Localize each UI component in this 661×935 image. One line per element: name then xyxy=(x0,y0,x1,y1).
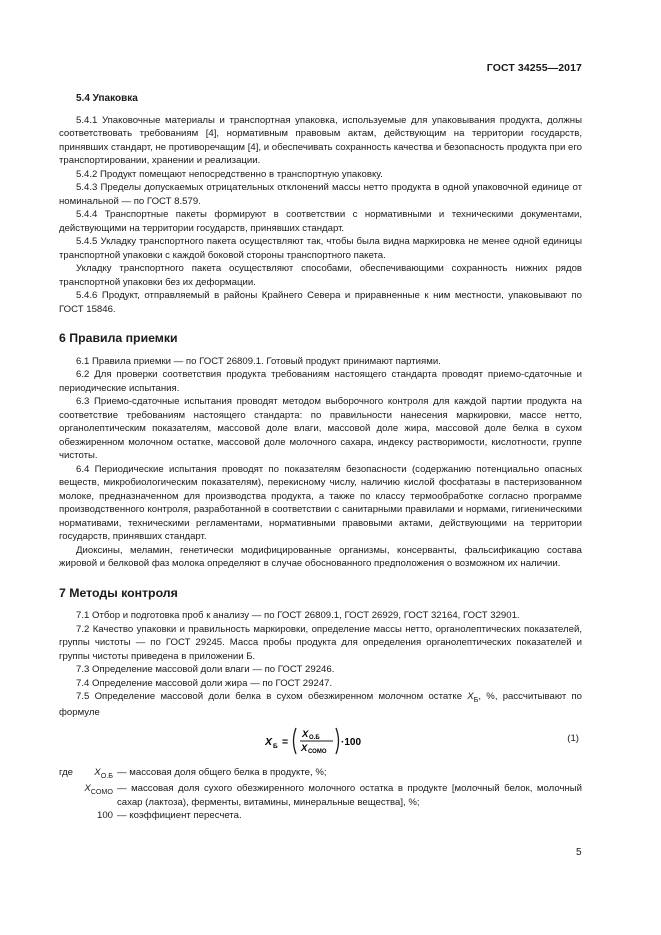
paragraph xyxy=(59,690,582,720)
paragraph: 6.1 Правила приемки — по ГОСТ 26809.1. Готовый продукт принимают партиями. xyxy=(76,355,441,367)
definition-text: — массовая доля сухого обезжиренного молочного остатка в продукте [молочный белок, молочный сахар (лактоза), ферменты, витамины, минеральные вещества], %; xyxy=(117,783,582,808)
formula-definitions xyxy=(59,766,582,823)
formula-numerator-subscript: О.Б xyxy=(309,734,320,741)
symbol-subscript: СОМО xyxy=(90,787,113,797)
symbol-value: 100 xyxy=(96,810,113,822)
paragraph: 7.2 Качество упаковки и правильность маркировки, определение массы нетто, органолептических показателей, группы чистоты — по ГОСТ 29245. Масса пробы продукта для определения органолептических показателей и группы чистоты приведена в приложении Б. xyxy=(59,623,582,662)
paragraph: 6.2 Для проверки соответствия продукта требованиям настоящего стандарта проводят приемо-сдаточные и периодические испытания. xyxy=(59,369,582,394)
paragraph: 7.1 Отбор и подготовка проб к анализу — по ГОСТ 26809.1, ГОСТ 26929, ГОСТ 32164, ГОСТ 32901. xyxy=(76,610,520,621)
definition-row xyxy=(59,809,582,823)
variable-subscript: Б xyxy=(473,694,479,704)
page-content xyxy=(59,92,582,823)
formula-expression xyxy=(265,726,377,756)
formula-numerator: X xyxy=(302,728,309,740)
formula-denominator: X xyxy=(301,742,308,754)
paragraph-text: , %, рассчитывают по формуле xyxy=(59,691,582,719)
formula-denominator-subscript: СОМО xyxy=(308,748,327,755)
definition-symbol xyxy=(59,809,117,823)
paragraph: 6.3 Приемо-сдаточные испытания проводят методом выборочного контроля для каждой партии продукта на соответствие требованиям настоящего стандарта: по правильности нанесения маркировки, массе нетто, органолептическим показателям, массовой доле влаги, массовой доле жира, массовой доле белка в сухом обезжиренном молочном остатке, массовой доле молочного сахара, индексу растворимости, кислотности, группе чистоты. xyxy=(59,396,582,461)
formula-lhs: X xyxy=(265,735,273,748)
paragraph: 5.4.3 Пределы допускаемых отрицательных отклонений массы нетто продукта в одной упаковочной единице от номинальной — по ГОСТ 8.579. xyxy=(59,182,582,207)
definition-row xyxy=(59,782,582,809)
symbol-subscript: О.Б xyxy=(100,770,113,780)
symbol-letter: X xyxy=(94,766,101,778)
paragraph-text: 7.5 Определение массовой доли белка в сухом обезжиренном молочном остатке xyxy=(76,691,468,702)
paragraph: 5.4.6 Продукт, отправляемый в районы Крайнего Севера и приравненные к ним местности, упаковывают по ГОСТ 15846. xyxy=(59,290,582,315)
section-6-title: 6 Правила приемки xyxy=(59,331,178,345)
variable: X xyxy=(467,691,474,702)
formula-equals: = xyxy=(282,735,289,748)
paragraph: 5.4.5 Укладку транспортного пакета осуществляют так, чтобы была видна маркировка не менее одной единицы транспортной упаковки с каждой боковой стороны транспортного пакета. xyxy=(59,236,582,261)
where-label: где xyxy=(59,766,74,778)
definition-symbol xyxy=(59,782,117,809)
page-number: 5 xyxy=(576,847,582,858)
definition-text: — массовая доля общего белка в продукте, %; xyxy=(117,766,327,778)
definition-row xyxy=(59,766,582,782)
definition-symbol xyxy=(59,766,117,782)
formula-number: (1) xyxy=(567,732,579,744)
symbol-letter: X xyxy=(84,783,91,795)
document-code-header: ГОСТ 34255—2017 xyxy=(486,62,582,74)
paragraph: Диоксины, меламин, генетически модифицированные организмы, консерванты, фальсификацию состава жировой и белковой фаз молока определяют в случае обоснованного предположения о возможном их наличии. xyxy=(59,544,582,569)
left-bracket xyxy=(294,728,297,754)
paragraph: Укладку транспортного пакета осуществляют способами, обеспечивающими сохранность нижних рядов транспортной упаковки без их деформации. xyxy=(59,263,582,288)
section-7-title: 7 Методы контроля xyxy=(59,585,178,600)
paragraph: 7.4 Определение массовой доли жира — по ГОСТ 29247. xyxy=(76,677,333,689)
formula-lhs-subscript: Б xyxy=(273,742,278,750)
paragraph: 5.4.4 Транспортные пакеты формируют в соответствии с нормативными и техническими документами, действующими на территории государств, принявших стандарт. xyxy=(59,209,582,234)
paragraph: 7.3 Определение массовой доли влаги — по ГОСТ 29246. xyxy=(76,664,335,675)
paragraph: 5.4.1 Упаковочные материалы и транспортная упаковка, используемые для упаковывания продукта, должны соответствовать требованиям [4], нормативным правовым актам, действующим на территории государств, принявших стандарт, не противоречащим [4], и обеспечивать сохранность качества и безопасность продукта при его транспортировании, хранении и реализации. xyxy=(59,114,582,166)
paragraph: 6.4 Периодические испытания проводят по показателям безопасности (содержанию потенциально опасных веществ, микробиологическим показателям), перекисному числу, наличию кислой фосфатазы в пастеризованном молоке, предназначенном для производства продукта, а также по классу термообработке согласно программе производственного контроля, разработанной в соответствии с санитарными правилами и нормами, гигиеническими нормативами, техническими регламентами, нормативными правовыми актами, действующими на территории государств, принявших стандарт. xyxy=(59,463,582,542)
right-bracket xyxy=(336,728,339,754)
section-5-4-title: 5.4 Упаковка xyxy=(76,93,138,104)
formula-multiplier: ·100 xyxy=(341,736,362,748)
definition-text: — коэффициент пересчета. xyxy=(117,810,242,822)
paragraph: 5.4.2 Продукт помещают непосредственно в транспортную упаковку. xyxy=(76,168,383,180)
formula-1 xyxy=(59,722,582,760)
